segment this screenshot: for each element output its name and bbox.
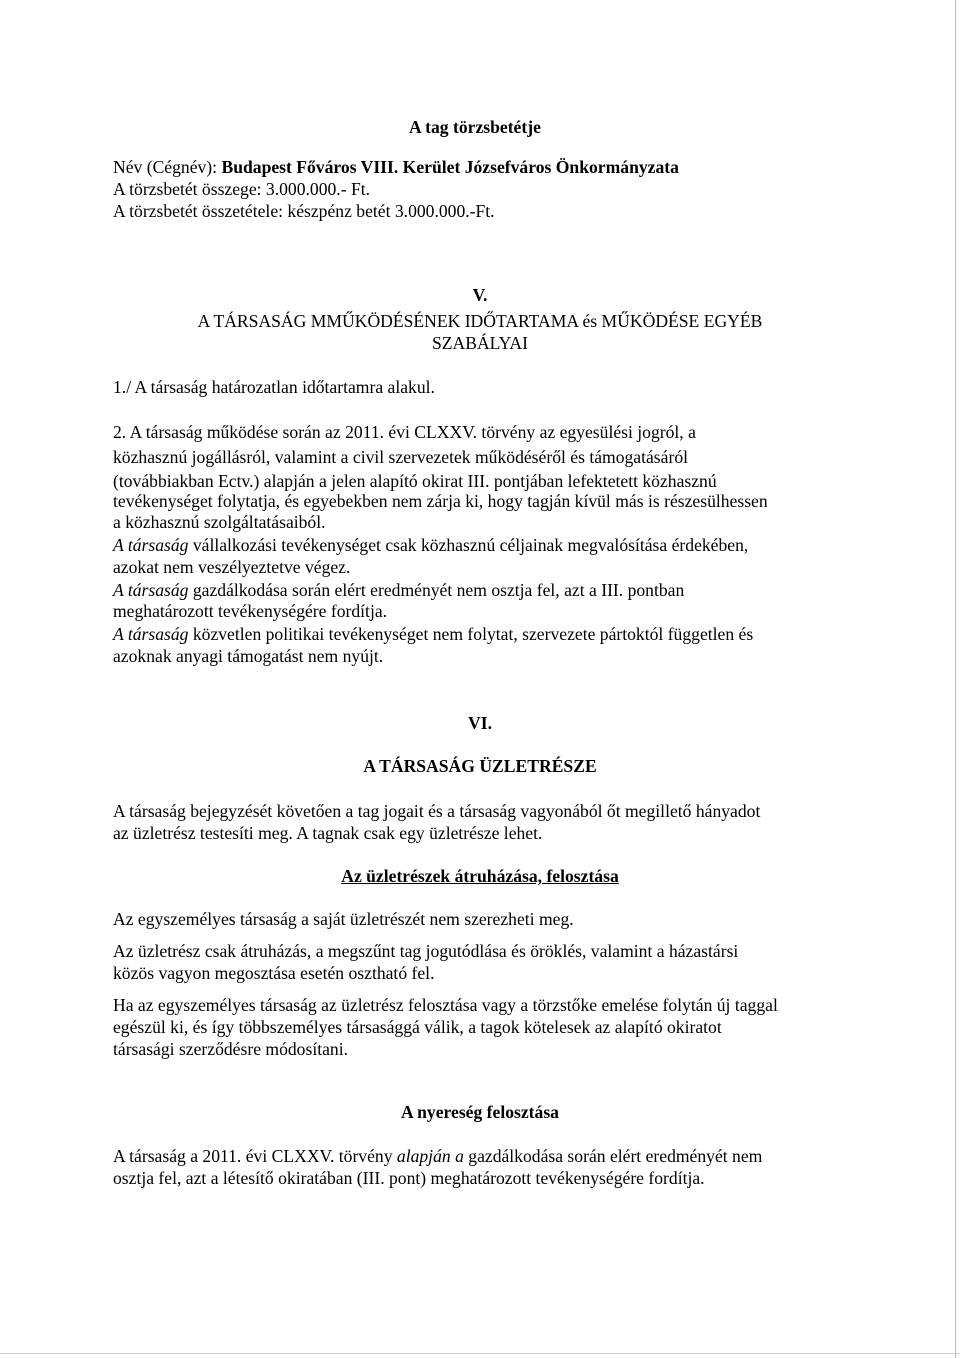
section-6-intro-line: az üzletrész testesíti meg. A tagnak csak egy üzletrésze lehet. [113,823,543,843]
section-5-item-2-line: (továbbiakban Ectv.) alapján a jelen alapító okirat III. pontjában lefektetett közhasznú [113,471,717,491]
transfer-paragraph-2-line: Az üzletrész csak átruházás, a megszűnt tag jogutódlása és öröklés, valamint a házastársi [113,941,739,961]
section-5-title-line1: A TÁRSASÁG MMŰKÖDÉSÉNEK IDŐTARTAMA és MŰKÖDÉSE EGYÉB [197,311,763,331]
company-subject: A társaság [113,535,189,555]
profit-subheading: A nyereség felosztása [401,1102,559,1122]
transfer-subheading: Az üzletrészek átruházása, felosztása [341,866,619,886]
section-6-title: A TÁRSASÁG ÜZLETRÉSZE [363,756,597,776]
member-name-label: Név (Cégnév): [113,157,222,177]
contribution-composition: A törzsbetét összetétele: készpénz betét 3.000.000.-Ft. [113,201,495,221]
section-5-item-2-line: közhasznú jogállásról, valamint a civil szervezetek működéséről és támogatásáról [113,447,689,467]
section-5-number: V. [472,285,488,305]
paragraph-c-line: A társaság közvetlen politikai tevékenységet nem folytat, szervezete pártoktól független és [113,624,754,644]
section-6-intro-line: A társaság bejegyzését követően a tag jogait és a társaság vagyonából őt megillető hányadot [113,801,761,821]
scan-bottom-line [0,1353,960,1354]
member-contribution-heading: A tag törzsbetétje [409,117,541,137]
transfer-paragraph-1: Az egyszemélyes társaság a saját üzletrészét nem szerezheti meg. [113,909,574,929]
scan-edge-line [955,0,956,1358]
section-5-item-1: 1./ A társaság határozatlan időtartamra alakul. [113,377,435,397]
paragraph-b-line: A társaság gazdálkodása során elért eredményét nem osztja fel, azt a III. pontban [113,580,685,600]
contribution-amount: A törzsbetét összege: 3.000.000.- Ft. [113,179,371,199]
section-6-number: VI. [468,713,492,733]
member-name-line [113,156,679,178]
transfer-paragraph-2-line: közös vagyon megosztása esetén osztható fel. [113,963,435,983]
section-5-title-line2: SZABÁLYAI [432,333,528,353]
transfer-paragraph-3-line: egészül ki, és így többszemélyes társasággá válik, a tagok kötelesek az alapító okiratot [113,1017,722,1037]
transfer-paragraph-3-line: társasági szerződésre módosítani. [113,1039,348,1059]
transfer-paragraph-3-line: Ha az egyszemélyes társaság az üzletrész felosztása vagy a törzstőke emelése folytán új taggal [113,995,778,1015]
profit-paragraph-line: A társaság a 2011. évi CLXXV. törvény alapján a gazdálkodása során elért eredményét nem [113,1146,763,1166]
paragraph-b-line: meghatározott tevékenységére fordítja. [113,601,388,621]
section-5-item-2-line: 2. A társaság működése során az 2011. évi CLXXV. törvény az egyesülési jogról, a [113,422,696,442]
paragraph-c-line: azoknak anyagi támogatást nem nyújt. [113,646,384,666]
company-subject: A társaság [113,624,189,644]
profit-paragraph-line: osztja fel, azt a létesítő okiratában (III. pont) meghatározott tevékenységére fordítja. [113,1168,705,1188]
company-subject: A társaság [113,580,189,600]
paragraph-a-line: A társaság vállalkozási tevékenységet csak közhasznú céljainak megvalósítása érdekében, [113,535,749,555]
member-name-value: Budapest Főváros VIII. Kerület Józsefváros Önkormányzata [221,157,679,177]
paragraph-a-line: azokat nem veszélyeztetve végez. [113,557,351,577]
section-5-item-2-line: tevékenységet folytatja, és egyebekben nem zárja ki, hogy tagján kívül más is részesülhessen [113,491,768,511]
section-5-item-2-line: a közhasznú szolgáltatásaiból. [113,512,326,532]
